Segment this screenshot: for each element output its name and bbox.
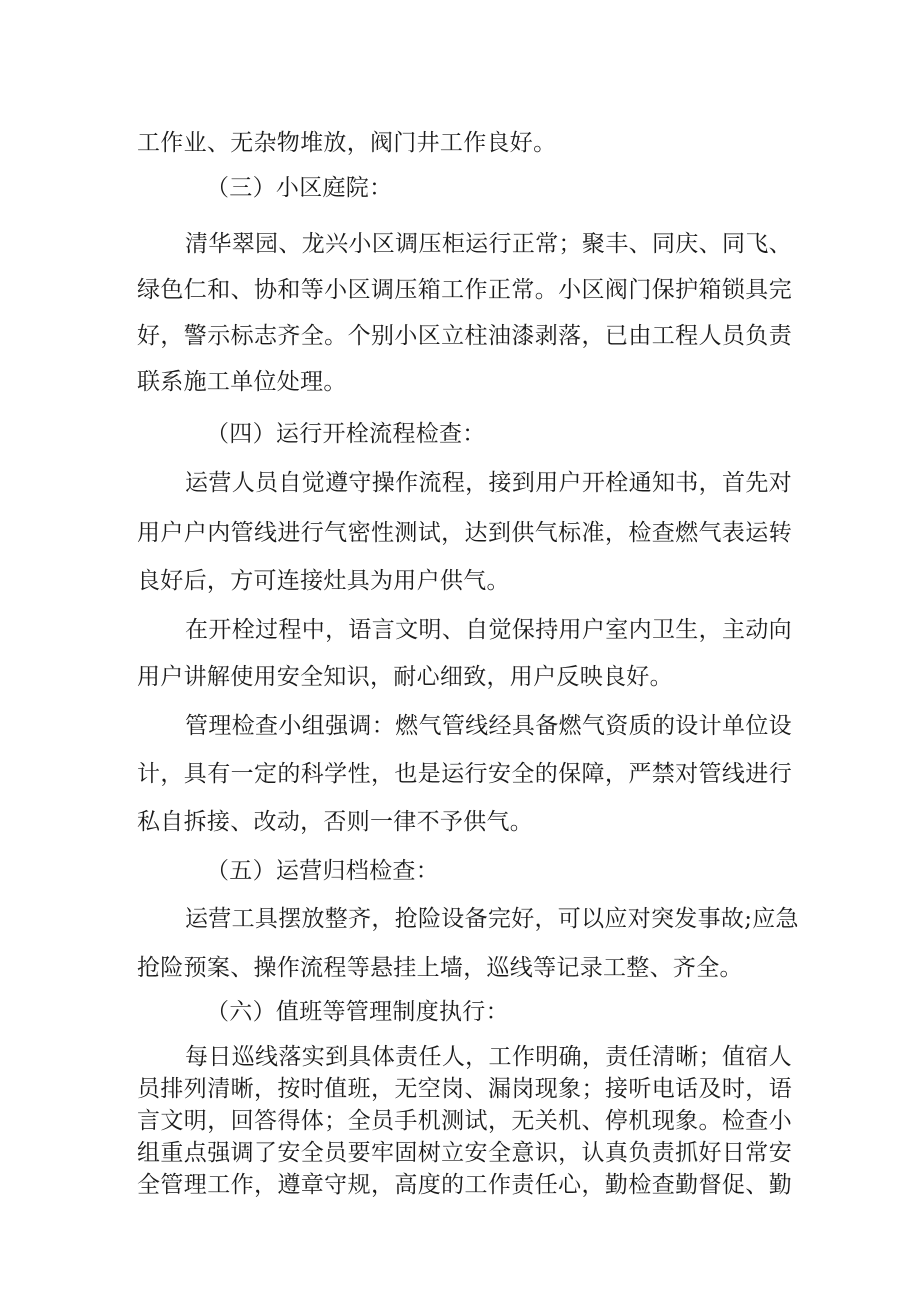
paragraph-line: 私自拆接、改动，否则一律不予供气。 [137,809,534,835]
section-heading-6: （六）值班等管理制度执行： [206,999,509,1025]
paragraph-line: 用户户内管线进行气密性测试，达到供气标准，检查燃气表运转 [137,520,792,546]
paragraph-line: 管理检查小组强调：燃气管线经具备燃气资质的设计单位设 [185,713,792,739]
paragraph-line: 绿色仁和、协和等小区调压箱工作正常。小区阀门保护箱锁具完 [137,277,792,303]
paragraph-line: 每日巡线落实到具体责任人，工作明确，责任清晰；值宿人 [185,1044,792,1070]
paragraph-line: 运营工具摆放整齐，抢险设备完好，可以应对突发事故;应急 [185,906,799,932]
paragraph-line: 员排列清晰，按时值班，无空岗、漏岗现象；接听电话及时，语 [137,1076,792,1102]
paragraph-line: 组重点强调了安全员要牢固树立安全意识，认真负责抓好日常安 [137,1140,792,1166]
paragraph-line: 计，具有一定的科学性，也是运行安全的保障，严禁对管线进行 [137,761,792,787]
paragraph-line: 好，警示标志齐全。个别小区立柱油漆剥落，已由工程人员负责 [137,323,792,349]
paragraph-line: 全管理工作，遵章守规，高度的工作责任心，勤检查勤督促、勤 [137,1172,792,1198]
section-heading-5: （五）运营归档检查： [206,858,439,884]
paragraph-line: 良好后，方可连接灶具为用户供气。 [137,568,510,594]
paragraph-line: 言文明，回答得体；全员手机测试，无关机、停机现象。检查小 [137,1108,792,1134]
paragraph-line: 在开栓过程中，语言文明、自觉保持用户室内卫生，主动向 [185,617,792,643]
paragraph-line: 工作业、无杂物堆放，阀门井工作良好。 [137,130,557,156]
paragraph-line: 清华翠园、龙兴小区调压柜运行正常；聚丰、同庆、同飞、 [185,231,792,257]
paragraph-line: 联系施工单位处理。 [137,369,347,395]
paragraph-line: 用户讲解使用安全知识，耐心细致，用户反映良好。 [137,664,673,690]
section-heading-3: （三）小区庭院： [206,175,393,201]
section-heading-4: （四）运行开栓流程检查： [206,421,486,447]
paragraph-line: 抢险预案、操作流程等悬挂上墙，巡线等记录工整、齐全。 [137,955,743,981]
paragraph-line: 运营人员自觉遵守操作流程，接到用户开栓通知书，首先对 [185,470,792,496]
